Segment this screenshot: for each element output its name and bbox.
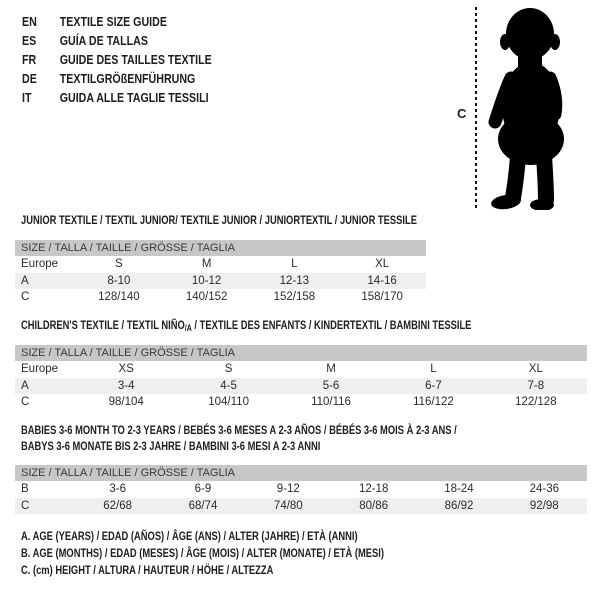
row-label: Europe — [21, 363, 59, 376]
size-cell: M — [326, 363, 336, 376]
table-title-babies — [21, 423, 457, 454]
size-header-bar: SIZE / TALLA / TAILLE / GRÖSSE / TAGLIA — [15, 465, 587, 481]
height-cell: 122/128 — [515, 396, 557, 409]
language-code-es: ES — [22, 33, 37, 48]
months-cell: 18-24 — [444, 483, 474, 496]
row-label: A — [21, 274, 29, 287]
table-row-height — [15, 498, 587, 515]
height-cell: 116/122 — [413, 396, 454, 409]
babies-size-table — [15, 465, 587, 514]
language-title-list — [22, 12, 253, 107]
height-cell: 158/170 — [361, 291, 403, 304]
age-cell: 4-5 — [220, 379, 237, 392]
legend-footnotes — [21, 528, 486, 579]
height-cell: 62/68 — [103, 499, 133, 512]
language-code-it: IT — [22, 90, 32, 105]
row-label: C — [21, 291, 30, 304]
height-cell: 68/74 — [188, 499, 218, 512]
language-title-de: TEXTILGRÖßENFÜHRUNG — [59, 71, 196, 86]
months-cell: 12-18 — [358, 483, 389, 496]
table-row-europe — [15, 361, 587, 378]
height-cell: 110/116 — [311, 396, 351, 409]
age-cell: 6-7 — [425, 379, 442, 392]
size-cell: L — [291, 258, 298, 271]
language-code-de: DE — [22, 71, 37, 86]
size-cell: S — [224, 363, 233, 376]
height-cell: 140/152 — [185, 291, 228, 304]
title-subscript: /A — [184, 323, 192, 333]
months-cell: 6-9 — [194, 483, 212, 496]
months-cell: 9-12 — [276, 483, 300, 496]
language-row-es — [22, 31, 212, 50]
age-cell: 12-13 — [279, 274, 310, 287]
height-cell: 128/140 — [98, 291, 140, 304]
title-line-2: BABYS 3-6 MONATE BIS 2-3 JAHRE / BAMBINI 3-6 MESI A 2-3 ANNI — [21, 438, 321, 453]
row-label: A — [21, 379, 29, 392]
table-row-height — [15, 289, 426, 306]
row-label: C — [21, 499, 30, 512]
language-row-de — [22, 69, 212, 88]
height-cell: 104/110 — [208, 396, 249, 409]
language-row-fr — [22, 50, 212, 69]
language-title-es: GUÍA DE TALLAS — [59, 33, 148, 48]
months-cell: 24-36 — [529, 483, 560, 496]
height-dashed-line — [475, 7, 477, 208]
footnote-age-months: B. AGE (MONTHS) / EDAD (MESES) / ÂGE (MOIS) / ALTER (MONATE) / ETÀ (MESI) — [21, 546, 384, 560]
language-code-en: EN — [22, 14, 37, 29]
age-cell: 3-4 — [117, 379, 135, 392]
height-cell: 152/158 — [273, 291, 316, 304]
baby-silhouette-icon — [486, 6, 581, 210]
language-row-it — [22, 88, 212, 107]
size-cell: XS — [118, 363, 134, 376]
size-cell: L — [430, 363, 437, 376]
age-cell: 10-12 — [191, 274, 222, 287]
row-label: C — [21, 396, 30, 409]
size-cell: XL — [375, 258, 390, 271]
height-cell: 98/104 — [108, 396, 144, 409]
title-line-1: BABIES 3-6 MONTH TO 2-3 YEARS / BEBÉS 3-6 MESES A 2-3 AÑOS / BÉBÉS 3-6 MOIS À 2-3 ANS / — [21, 423, 457, 437]
language-row-en — [22, 12, 212, 31]
language-title-en: TEXTILE SIZE GUIDE — [59, 14, 167, 29]
age-cell: 14-16 — [367, 274, 397, 287]
size-cell: S — [115, 258, 123, 271]
table-row-age — [15, 378, 587, 395]
table-row-height — [15, 394, 587, 411]
language-title-it: GUIDA ALLE TAGLIE TESSILI — [59, 90, 209, 105]
table-title-children — [21, 318, 471, 337]
title-text: / TEXTILE DES ENFANTS / KINDERTEXTIL / BAMBINI TESSILE — [191, 318, 472, 332]
size-header-bar: SIZE / TALLA / TAILLE / GRÖSSE / TAGLIA — [15, 240, 426, 256]
age-cell: 7-8 — [527, 379, 545, 392]
table-title-junior: JUNIOR TEXTILE / TEXTIL JUNIOR/ TEXTILE JUNIOR / JUNIORTEXTIL / JUNIOR TESSILE — [21, 213, 417, 227]
row-label: Europe — [21, 258, 59, 271]
size-cell: M — [201, 258, 212, 271]
height-cell: 86/92 — [444, 499, 474, 512]
height-cell: 92/98 — [529, 499, 559, 512]
table-row-months — [15, 481, 587, 498]
language-title-fr: GUIDE DES TAILLES TEXTILE — [59, 52, 212, 67]
months-cell: 3-6 — [109, 483, 126, 496]
height-cell: 74/80 — [273, 499, 303, 512]
height-measure-label: C — [457, 106, 467, 121]
footnote-height-cm: C. (cm) HEIGHT / ALTURA / HAUTEUR / HÖHE / ALTEZZA — [21, 563, 274, 577]
size-header-bar: SIZE / TALLA / TAILLE / GRÖSSE / TAGLIA — [15, 345, 587, 361]
children-size-table — [15, 345, 587, 411]
row-label: B — [21, 483, 29, 496]
table-row-europe — [15, 256, 426, 273]
height-cell: 80/86 — [359, 499, 389, 512]
age-cell: 8-10 — [107, 274, 131, 287]
junior-size-table — [15, 240, 426, 306]
language-code-fr: FR — [22, 52, 37, 67]
title-text: CHILDREN'S TEXTILE / TEXTIL NIÑO — [21, 318, 185, 332]
age-cell: 5-6 — [322, 379, 340, 392]
footnote-age-years: A. AGE (YEARS) / EDAD (AÑOS) / ÂGE (ANS) / ALTER (JAHRE) / ETÀ (ANNI) — [21, 529, 358, 543]
table-row-age — [15, 273, 426, 290]
size-cell: XL — [528, 363, 543, 376]
